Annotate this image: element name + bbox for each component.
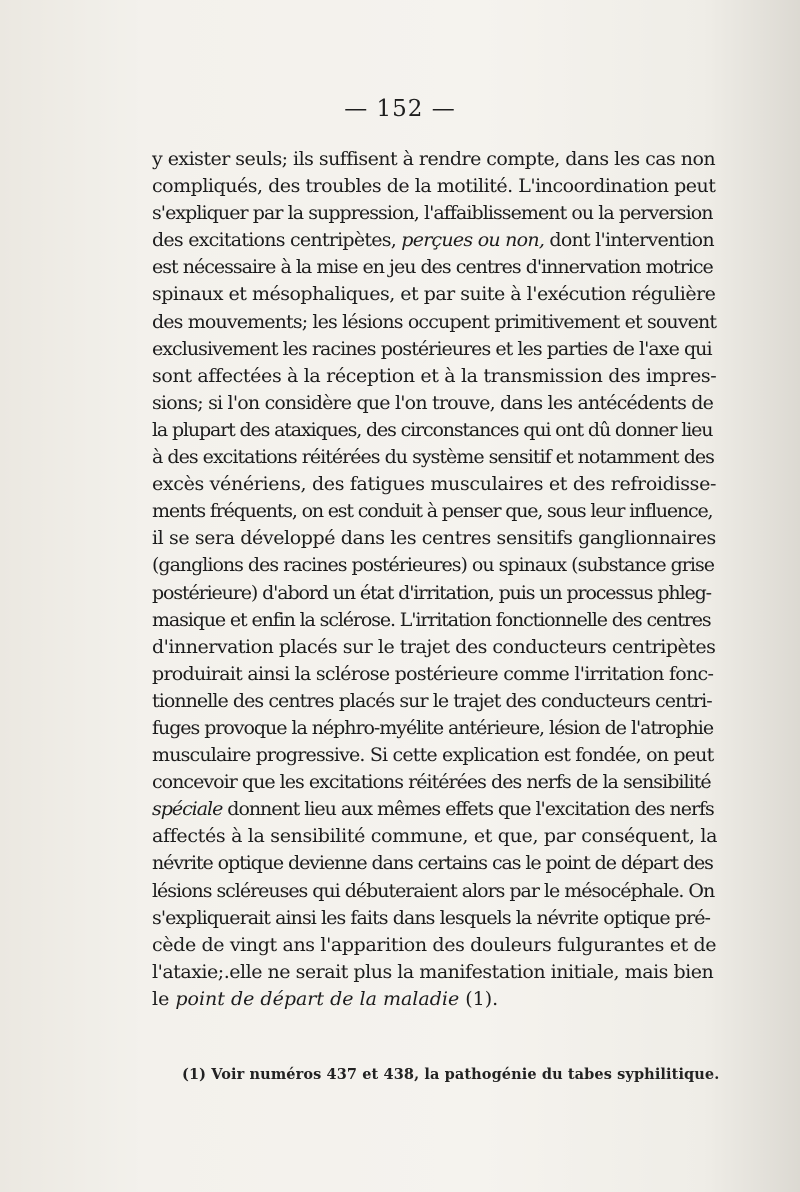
- text-run: s'expliquer par la suppression, l'affaiblissement ou la perversion: [152, 202, 713, 225]
- text-line: [152, 336, 718, 363]
- text-line: [152, 390, 718, 417]
- text-line: [152, 498, 718, 525]
- text-run: des mouvements; les lésions occupent primitivement et souvent: [152, 310, 717, 333]
- text-run: y exister seuls; ils suffisent à rendre compte, dans les cas non: [152, 148, 716, 170]
- text-run: excès vénériens, des fatigues musculaires et des refroidisse-: [152, 473, 717, 496]
- text-run: cède de vingt ans l'apparition des douleurs fulgurantes et de: [152, 933, 717, 956]
- text-line: [152, 715, 718, 742]
- text-run: masique et enfin la sclérose. L'irritation fonctionnelle des centres: [152, 608, 711, 631]
- text-line: [152, 471, 718, 498]
- text-run: l'ataxie;.elle ne serait plus la manifestation initiale, mais bien: [152, 960, 714, 983]
- text-run: postérieure) d'abord un état d'irritation, puis un processus phleg-: [152, 581, 711, 604]
- text-line: [152, 905, 718, 932]
- text-run: musculaire progressive. Si cette explication est fondée, on peut: [152, 744, 714, 767]
- body-paragraph: [152, 146, 718, 1013]
- text-line: [152, 634, 718, 661]
- text-line: [152, 580, 718, 607]
- text-line: [152, 769, 718, 796]
- italic-run: spéciale: [152, 798, 223, 821]
- text-run: tionnelle des centres placés sur le trajet des conducteurs centri-: [152, 689, 712, 712]
- text-run: lésions scléreuses qui débuteraient alors par le mésocéphale. On: [152, 879, 715, 902]
- text-line: [152, 796, 718, 823]
- text-run: d'innervation placés sur le trajet des conducteurs centripètes: [152, 635, 716, 658]
- page-number: — 152 —: [344, 96, 456, 122]
- text-line: [152, 254, 718, 281]
- text-run: névrite optique devienne dans certains cas le point de départ des: [152, 852, 713, 875]
- text-run: donnent lieu aux mêmes effets que l'excitation des nerfs: [222, 798, 714, 821]
- text-line: [152, 823, 718, 850]
- text-line: [152, 173, 718, 200]
- text-line: [152, 878, 718, 905]
- text-run: (1).: [459, 987, 499, 1010]
- footnote: (1) Voir numéros 437 et 438, la pathogénie du tabes syphilitique.: [182, 1066, 720, 1083]
- text-run: à des excitations réitérées du système sensitif et notamment des: [152, 446, 714, 469]
- text-run: dont l'intervention: [544, 229, 714, 252]
- text-line: [152, 661, 718, 688]
- text-line: [152, 850, 718, 877]
- text-line: [152, 607, 718, 634]
- text-line: [152, 552, 718, 579]
- text-run: exclusivement les racines postérieures et les parties de l'axe qui: [152, 337, 712, 360]
- text-run: est nécessaire à la mise en jeu des centres d'innervation motrice: [152, 256, 713, 279]
- text-line: [152, 959, 718, 986]
- text-line: [152, 742, 718, 769]
- text-run: s'expliquerait ainsi les faits dans lesquels la névrite optique pré-: [152, 906, 711, 929]
- text-line: [152, 688, 718, 715]
- text-line: [152, 227, 718, 254]
- text-run: il se sera développé dans les centres sensitifs ganglionnaires: [152, 527, 716, 550]
- text-line: [152, 525, 718, 552]
- text-run: sions; si l'on considère que l'on trouve, dans les antécédents de: [152, 391, 714, 414]
- italic-run: point de départ de la maladie: [175, 987, 460, 1010]
- text-line: [152, 986, 718, 1013]
- text-line: [152, 932, 718, 959]
- text-run: concevoir que les excitations réitérées des nerfs de la sensibilité: [152, 771, 711, 794]
- text-line: [152, 363, 718, 390]
- text-run: fuges provoque la néphro-myélite antérieure, lésion de l'atrophie: [152, 716, 714, 739]
- text-run: des excitations centripètes,: [152, 229, 402, 252]
- text-run: la plupart des ataxiques, des circonstances qui ont dû donner lieu: [152, 418, 713, 441]
- text-run: compliqués, des troubles de la motilité. L'incoordination peut: [152, 175, 716, 198]
- text-run: produirait ainsi la sclérose postérieure comme l'irritation fonc-: [152, 662, 714, 685]
- text-run: spinaux et mésophaliques, et par suite à l'exécution régulière: [152, 283, 716, 306]
- text-line: [152, 417, 718, 444]
- text-run: sont affectées à la réception et à la transmission des impres-: [152, 364, 717, 387]
- italic-run: perçues ou non,: [401, 229, 545, 252]
- text-run: le: [152, 987, 176, 1010]
- text-line: [152, 309, 718, 336]
- text-line: [152, 281, 718, 308]
- text-line: [152, 444, 718, 471]
- text-run: affectés à la sensibilité commune, et que, par conséquent, la: [152, 825, 718, 848]
- text-line: [152, 146, 718, 173]
- text-line: [152, 200, 718, 227]
- text-run: ments fréquents, on est conduit à penser que, sous leur influence,: [152, 500, 713, 523]
- text-run: (ganglions des racines postérieures) ou spinaux (substance grise: [152, 554, 714, 577]
